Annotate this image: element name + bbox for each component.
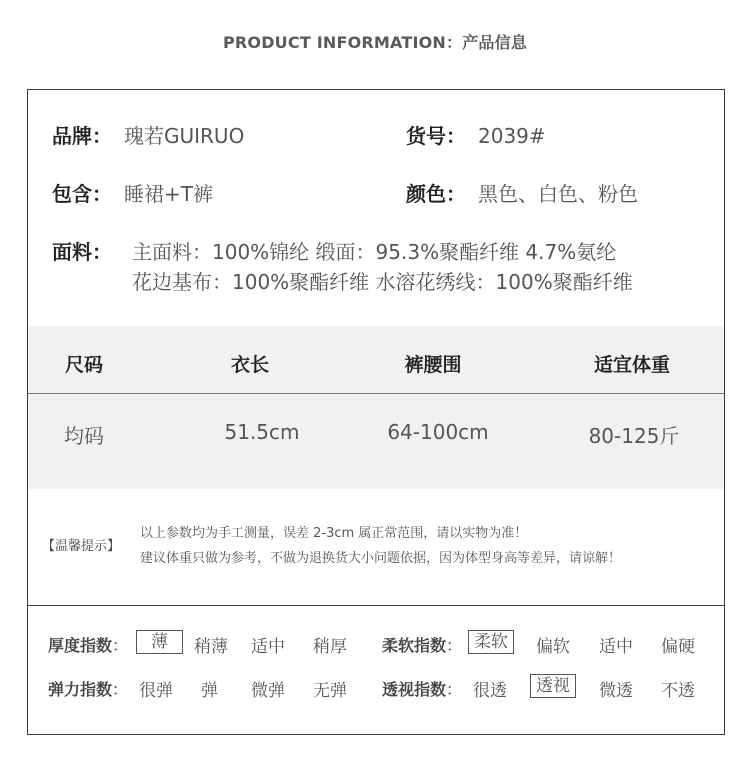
transparency-index (382, 677, 462, 700)
table-cell-waist: 64-100cm (387, 420, 489, 444)
sku-row (406, 120, 546, 149)
color-label: 颜色： (406, 182, 466, 206)
softness-option-soft: 柔软 (468, 630, 514, 654)
elasticity-option-non-elastic: 无弹 (313, 681, 347, 701)
transparency-option-very-sheer: 很透 (473, 681, 507, 701)
material-label: 面料： (52, 240, 112, 264)
material-line-2: 花边基布：100%聚酯纤维 水溶花绣线：100%聚酯纤维 (132, 270, 633, 294)
size-table (28, 326, 724, 489)
brand-value: 瑰若GUIRUO (124, 124, 245, 148)
header-length: 衣长 (230, 354, 270, 376)
thickness-option-medium: 适中 (251, 637, 285, 657)
header-waist: 裤腰围 (404, 354, 462, 376)
brand-label: 品牌： (52, 124, 112, 148)
page-title: PRODUCT INFORMATION：产品信息 (222, 33, 528, 52)
tips-line-1: 以上参数均为手工测量，误差 2-3cm 属正常范围，请以实物为准！ (140, 526, 528, 541)
softness-index-sep: ： (446, 636, 463, 655)
transparency-index-sep: ： (446, 680, 463, 699)
transparency-option-opaque: 不透 (661, 681, 695, 701)
thickness-option-thin: 薄 (136, 630, 183, 654)
elasticity-option-very-elastic: 很弹 (139, 681, 173, 701)
product-info-card (27, 89, 725, 735)
sku-label: 货号： (406, 124, 466, 148)
brand-row (52, 120, 244, 149)
elasticity-index-sep: ： (112, 680, 129, 699)
header-weight: 适宜体重 (593, 354, 671, 376)
elasticity-option-elastic: 弹 (201, 681, 218, 701)
size-table-header (28, 326, 724, 394)
table-cell-size: 均码 (64, 424, 104, 448)
transparency-index-label: 透视指数 (382, 680, 447, 699)
thickness-index-sep: ： (112, 636, 129, 655)
elasticity-option-slightly-elastic: 微弹 (251, 681, 285, 701)
thickness-index-label: 厚度指数 (48, 636, 113, 655)
table-cell-length: 51.5cm (224, 420, 300, 444)
tips-label: 【温馨提示】 (42, 539, 121, 554)
product-basic-info (28, 90, 724, 326)
sku-value: 2039# (478, 124, 546, 148)
material-line-1: 主面料：100%锦纶 缎面：95.3%聚酯纤维 4.7%氨纶 (132, 240, 617, 264)
softness-index-label: 柔软指数 (382, 636, 447, 655)
tips-section (28, 489, 724, 606)
header-size: 尺码 (64, 354, 104, 376)
transparency-option-sheer: 透视 (530, 674, 576, 698)
includes-value: 睡裙+T裤 (124, 182, 213, 206)
thickness-option-slightly-thin: 稍薄 (194, 637, 228, 657)
table-cell-weight: 80-125斤 (588, 424, 680, 448)
includes-label: 包含： (52, 182, 112, 206)
softness-option-medium: 适中 (599, 637, 633, 657)
elasticity-index (48, 677, 128, 700)
elasticity-index-label: 弹力指数 (48, 680, 113, 699)
softness-option-slightly-soft: 偏软 (536, 637, 570, 657)
color-value: 黑色、白色、粉色 (478, 182, 638, 206)
transparency-option-slightly-sheer: 微透 (599, 681, 633, 701)
material-row (52, 236, 112, 265)
softness-option-slightly-hard: 偏硬 (661, 637, 695, 657)
includes-row (52, 178, 213, 207)
thickness-option-slightly-thick: 稍厚 (313, 637, 347, 657)
softness-index (382, 633, 462, 656)
color-row (406, 178, 638, 207)
thickness-index (48, 633, 128, 656)
tips-line-2: 建议体重只做为参考，不做为退换货大小问题依据，因为体型身高等差异，请谅解！ (140, 551, 622, 566)
